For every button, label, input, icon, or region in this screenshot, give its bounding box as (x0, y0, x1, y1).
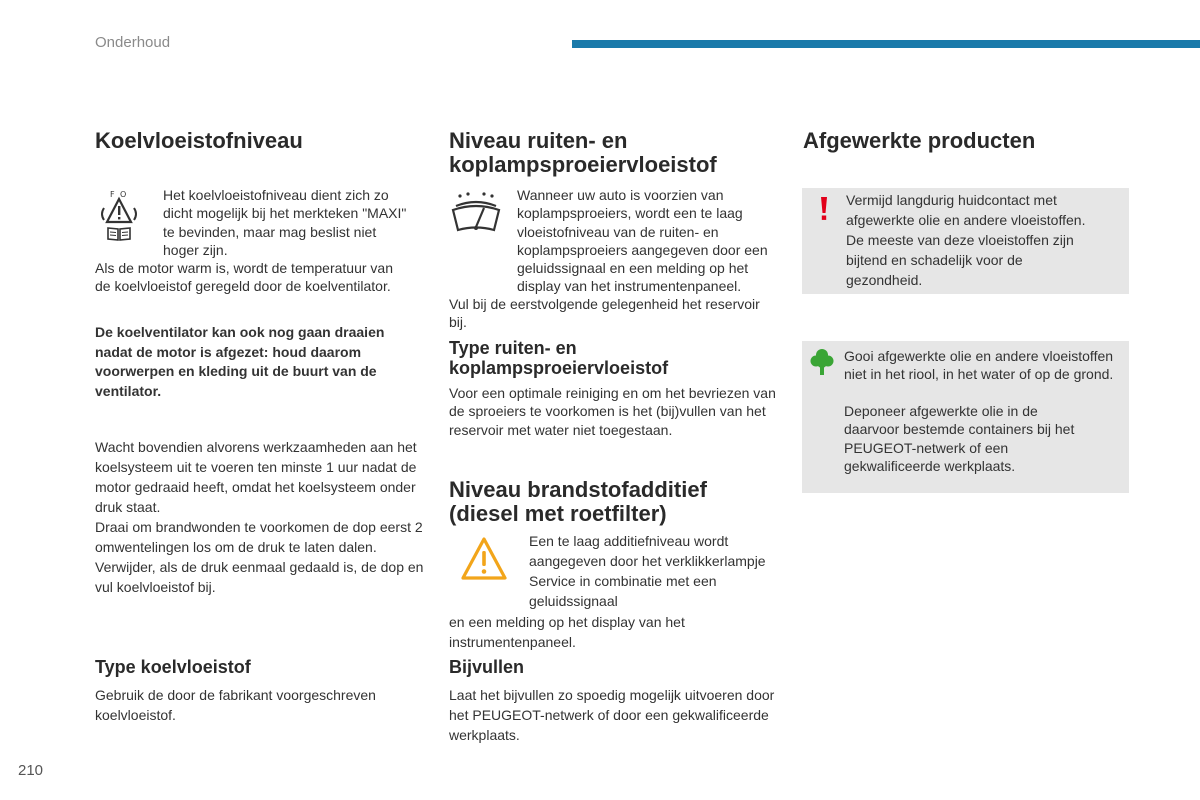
coolant-paragraph-cap: Draai om brandwonden te voorkomen de dop eerst 2 omwentelingen los om de druk te laten dalen. Verwijder, als de druk eenmaal gedaald is, de dop en vul koelvloeistof bij. (95, 519, 424, 595)
health-warning-text-2: De meeste van deze vloeistoffen zijn bijtend en schadelijk voor de gezondheid. (846, 232, 1074, 288)
coolant-warning-manual-icon (96, 188, 142, 242)
waste-products-title: Afgewerkte producten (803, 128, 1036, 153)
page-number: 210 (18, 762, 44, 779)
svg-text:O: O (120, 190, 127, 199)
refill-text: Laat het bijvullen zo spoedig mogelijk uitvoeren door het PEUGEOT-netwerk of door een gekwalificeerde werkplaats. (449, 687, 775, 743)
washer-fluid-refill-text: Vul bij de eerstvolgende gelegenheid het reservoir bij. (449, 296, 760, 331)
additive-paragraph: en een melding op het display van het instrumentenpaneel. (449, 614, 685, 650)
header-accent-bar (572, 40, 1200, 48)
additive-title: Niveau brandstofadditief (diesel met roetfilter) (449, 477, 707, 526)
additive-icon-text: Een te laag additiefniveau wordt aangegeven door het verklikkerlampje Service in combinatie met een geluidssignaal (529, 533, 766, 609)
section-label: Onderhoud (95, 34, 171, 51)
environment-box (802, 341, 1129, 493)
washer-fluid-type-text: Voor een optimale reiniging en om het bevriezen van de sproeiers te voorkomen is het (bij)vullen van het reservoir met water niet toegestaan. (449, 385, 776, 438)
health-warning-text-1: Vermijd langdurig huidcontact met afgewerkte olie en andere vloeistoffen. (846, 192, 1086, 228)
coolant-paragraph-temperature: Als de motor warm is, wordt de temperatuur van de koelvloeistof geregeld door de koelventilator. (95, 260, 394, 295)
tree-icon (810, 348, 834, 376)
coolant-type-subtitle: Type koelvloeistof (95, 657, 251, 677)
coolant-title: Koelvloeistofniveau (95, 128, 303, 153)
washer-fluid-title: Niveau ruiten- en koplampsproeiervloeistof (449, 128, 717, 177)
coolant-type-text: Gebruik de door de fabrikant voorgeschreven koelvloeistof. (95, 687, 376, 723)
washer-fluid-icon-text: Wanneer uw auto is voorzien van koplampsproeiers, wordt een te laag vloeistofniveau van de ruiten- en koplampsproeiers aangegeven door een geluidssignaal en een melding op het display van het instrumentenpaneel. (517, 187, 768, 295)
coolant-icon-text: Het koelvloeistofniveau dient zich zo dicht mogelijk bij het merkteken "MAXI" te bevinden, maar mag beslist niet hoger zijn. (163, 187, 407, 258)
environment-text-2: Deponeer afgewerkte olie in de daarvoor bestemde containers bij het PEUGEOT-netwerk of een gekwalificeerde werkplaats. (844, 403, 1075, 474)
warning-triangle-icon (460, 535, 508, 583)
coolant-fan-warning: De koelventilator kan ook nog gaan draaien nadat de motor is afgezet: houd daarom voorwerpen en kleding uit de buurt van de ventilator. (95, 324, 385, 399)
coolant-paragraph-wait: Wacht bovendien alvorens werkzaamheden aan het koelsysteem uit te voeren ten minste 1 uur nadat de motor gedraaid heeft, omdat het koelsysteem onder druk staat. (95, 439, 417, 515)
washer-fluid-icon (450, 190, 502, 238)
exclamation-icon (817, 196, 831, 222)
environment-text-1: Gooi afgewerkte olie en andere vloeistoffen niet in het riool, in het water of op de grond. (844, 348, 1114, 383)
health-warning-box (802, 188, 1129, 294)
washer-fluid-type-subtitle: Type ruiten- en koplampsproeiervloeistof (449, 338, 669, 378)
refill-subtitle: Bijvullen (449, 657, 525, 677)
svg-text:F: F (110, 190, 115, 199)
